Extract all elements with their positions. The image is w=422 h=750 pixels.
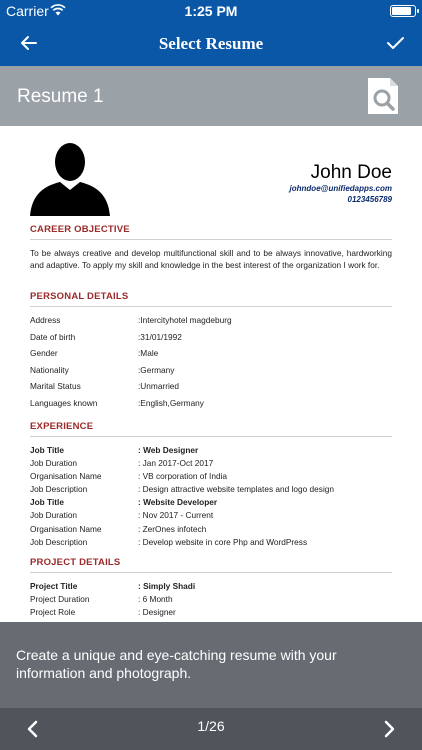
detail-label: Nationality bbox=[30, 364, 69, 375]
document-search-icon[interactable] bbox=[366, 76, 400, 116]
detail-value: : Simply Shadi bbox=[138, 581, 196, 591]
detail-label: Job Duration bbox=[30, 458, 78, 469]
career-objective-section bbox=[30, 224, 392, 271]
detail-label: Marital Status bbox=[30, 381, 81, 392]
detail-row bbox=[30, 445, 392, 458]
detail-row bbox=[30, 594, 392, 607]
detail-label: Organisation Name bbox=[30, 523, 102, 534]
experience-section bbox=[30, 421, 392, 550]
experience-list bbox=[30, 445, 392, 550]
top-bar bbox=[0, 0, 422, 66]
detail-value: :Intercityhotel magdeburg bbox=[138, 315, 232, 325]
personal-details-section bbox=[30, 291, 392, 415]
detail-label: Address bbox=[30, 315, 61, 325]
detail-value: : Jan 2017-Oct 2017 bbox=[138, 458, 214, 469]
detail-row bbox=[30, 471, 392, 484]
detail-row bbox=[30, 581, 392, 594]
detail-value: : Website Developer bbox=[138, 497, 218, 508]
detail-value: :Male bbox=[138, 348, 159, 359]
caption-overlay bbox=[0, 622, 422, 708]
detail-label: Project Duration bbox=[30, 594, 90, 605]
person-silhouette-icon bbox=[30, 140, 110, 216]
caption-text: Create a unique and eye-catching resume with your information and photograph. bbox=[16, 647, 337, 681]
detail-value: :Germany bbox=[138, 364, 175, 375]
detail-value: : Develop website in core Php and WordPress bbox=[138, 536, 308, 547]
detail-value: : 6 Month bbox=[138, 594, 173, 605]
detail-label: Organisation Name bbox=[30, 471, 102, 482]
detail-row bbox=[30, 398, 392, 415]
detail-label: Job Title bbox=[30, 497, 64, 508]
career-objective-text: To be always creative and develop multifunctional skill and to be always innovative, hardworking and adaptive. To apply my skill and knowledge in the best interest of the organization I work for. bbox=[30, 248, 392, 270]
resume-email: johndoe@unifiedapps.com bbox=[289, 184, 392, 193]
carrier-label: Carrier bbox=[6, 3, 49, 19]
detail-value: : Design attractive website templates and logo design bbox=[138, 484, 335, 495]
resume-name: Resume 1 bbox=[17, 86, 104, 107]
detail-label: Languages known bbox=[30, 397, 98, 408]
page-title: Select Resume bbox=[158, 34, 264, 53]
detail-value: : Nov 2017 - Current bbox=[138, 510, 214, 521]
detail-row bbox=[30, 332, 392, 349]
detail-label: Gender bbox=[30, 348, 58, 359]
resume-phone: 0123456789 bbox=[347, 195, 392, 204]
section-heading: CAREER OBJECTIVE bbox=[30, 224, 392, 240]
detail-label: Job Duration bbox=[30, 510, 78, 521]
detail-value: : ZerOnes infotech bbox=[138, 523, 207, 534]
detail-label: Date of birth bbox=[30, 331, 76, 342]
detail-label: Project Title bbox=[30, 581, 78, 591]
detail-row bbox=[30, 484, 392, 497]
pager-bar bbox=[0, 708, 422, 750]
detail-row bbox=[30, 348, 392, 365]
detail-row bbox=[30, 315, 392, 332]
chevron-right-icon[interactable] bbox=[376, 716, 402, 742]
detail-value: : VB corporation of India bbox=[138, 471, 228, 482]
check-icon[interactable] bbox=[380, 28, 410, 58]
resume-full-name: John Doe bbox=[310, 162, 392, 183]
detail-value: : Designer bbox=[138, 607, 176, 618]
detail-row bbox=[30, 510, 392, 523]
resume-title-bar bbox=[0, 66, 422, 126]
detail-row bbox=[30, 458, 392, 471]
resume-preview[interactable] bbox=[0, 126, 422, 622]
battery-icon bbox=[390, 5, 416, 17]
status-time: 1:25 PM bbox=[184, 3, 238, 19]
detail-value: :31/01/1992 bbox=[138, 331, 182, 342]
section-heading: EXPERIENCE bbox=[30, 421, 392, 437]
detail-row bbox=[30, 607, 392, 620]
detail-value: :Unmarried bbox=[138, 381, 180, 392]
detail-label: Job Description bbox=[30, 536, 88, 547]
detail-label: Job Title bbox=[30, 445, 64, 455]
detail-row bbox=[30, 524, 392, 537]
project-details-section bbox=[30, 557, 392, 622]
personal-details-list bbox=[30, 315, 392, 415]
project-details-list bbox=[30, 581, 392, 622]
detail-row bbox=[30, 381, 392, 398]
detail-value: :English,Germany bbox=[138, 397, 204, 408]
navigation-bar bbox=[0, 22, 422, 66]
detail-label: Project Role bbox=[30, 607, 76, 618]
page-indicator: 1/26 bbox=[197, 718, 225, 734]
detail-row bbox=[30, 497, 392, 510]
detail-row bbox=[30, 365, 392, 382]
detail-label: Job Description bbox=[30, 484, 88, 495]
battery-level bbox=[392, 7, 411, 15]
detail-value: : Web Designer bbox=[138, 445, 199, 455]
section-heading: PROJECT DETAILS bbox=[30, 557, 392, 573]
detail-row bbox=[30, 537, 392, 550]
status-bar bbox=[0, 0, 422, 22]
section-heading: PERSONAL DETAILS bbox=[30, 291, 392, 307]
